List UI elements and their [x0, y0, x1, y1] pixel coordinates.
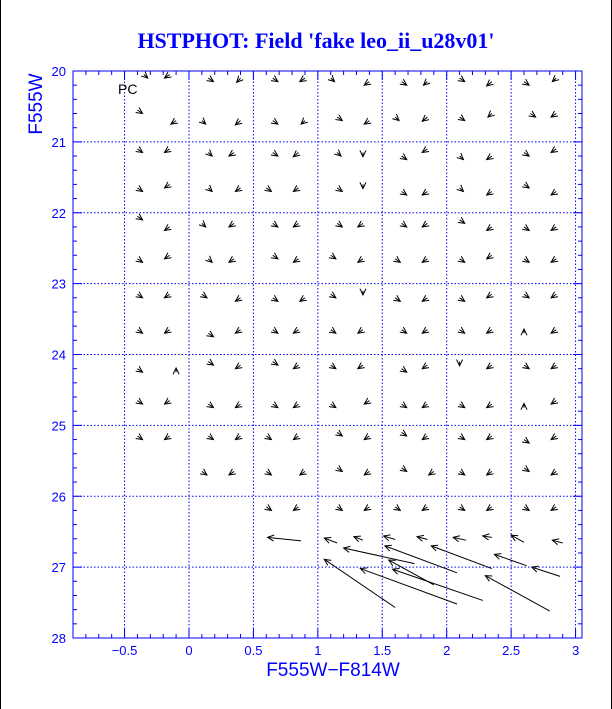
- y-tick-label-7: 27: [51, 560, 66, 576]
- y-axis-label: F555W: [26, 73, 47, 135]
- x-tick-label-4: 1.5: [373, 643, 392, 658]
- x-tick-label-2: 0.5: [244, 643, 263, 658]
- y-tick-label-2: 22: [51, 205, 66, 221]
- y-tick-label-6: 26: [51, 489, 66, 505]
- x-tick-label-1: 0: [185, 643, 193, 658]
- x-tick-label-5: 2: [443, 643, 451, 658]
- x-tick-label-0: −0.5: [111, 643, 138, 658]
- y-tick-label-4: 24: [51, 347, 66, 363]
- x-axis-label: F555W−F814W: [266, 660, 400, 681]
- y-tick-label-0: 20: [51, 64, 66, 79]
- y-tick-label-5: 25: [51, 418, 66, 434]
- panel-label: PC: [118, 81, 138, 97]
- y-tick-label-3: 23: [51, 276, 66, 292]
- x-tick-label-3: 1: [314, 643, 322, 658]
- y-tick-label-1: 21: [51, 134, 66, 150]
- y-tick-label-8: 28: [51, 631, 66, 646]
- chart-title: HSTPHOT: Field 'fake leo_ii_u28v01': [137, 28, 495, 53]
- x-tick-label-7: 3: [571, 643, 580, 658]
- x-tick-label-6: 2.5: [502, 643, 521, 658]
